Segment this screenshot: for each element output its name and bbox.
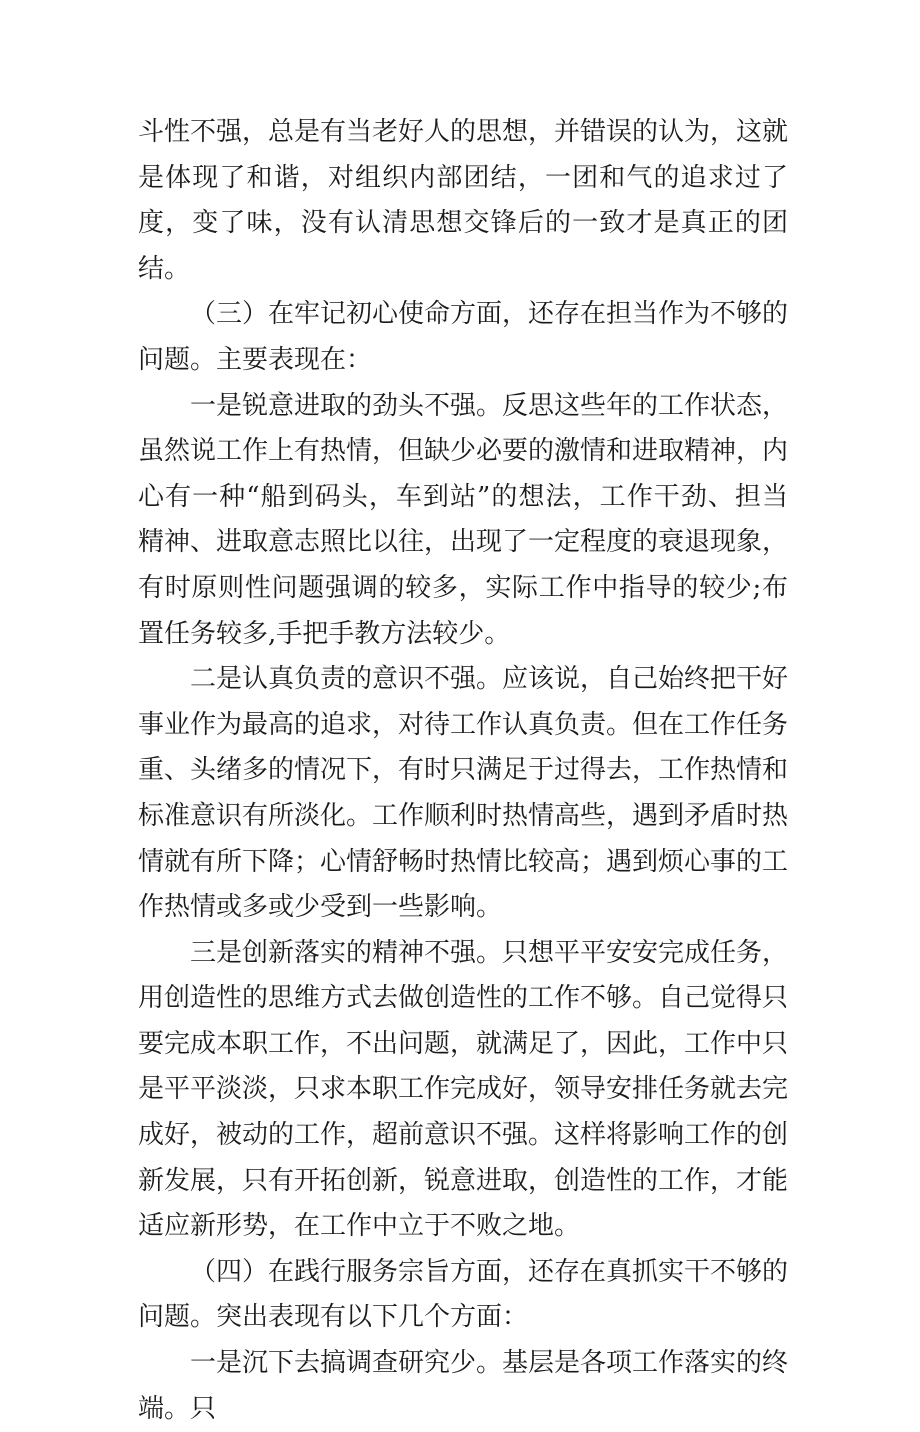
paragraph-section-four-point-one: 一是沉下去搞调查研究少。基层是各项工作落实的终端。只 — [138, 1348, 789, 1424]
paragraph-section-three-heading: （三）在牢记初心使命方面，还存在担当作为不够的问题。主要表现在： — [138, 299, 789, 375]
paragraph-point-two: 二是认真负责的意识不强。应该说，自己始终把干好事业作为最高的追求，对待工作认真负责。但在工作任务重、头绪多的情况下，有时只满足于过得去，工作热情和标准意识有所淡化。工作顺利时热情高些，遇到矛盾时热情就有所下降；心情舒畅时热情比较高；遇到烦心事的工作热情或多或少受到一些影响。 — [138, 664, 789, 923]
paragraph-section-four-heading: （四）在践行服务宗旨方面，还存在真抓实干不够的问题。突出表现有以下几个方面： — [138, 1256, 789, 1333]
paragraph-point-one: 一是锐意进取的劲头不强。反思这些年的工作状态，虽然说工作上有热情，但缺少必要的激情和进取精神，内心有一种“船到码头，车到站”的想法，工作干劲、担当精神、进取意志照比以往，出现了一定程度的衰退现象，有时原则性问题强调的较多，实际工作中指导的较少;布置任务较多,手把手教方法较少。 — [138, 390, 789, 649]
paragraph-point-three: 三是创新落实的精神不强。只想平平安安完成任务，用创造性的思维方式去做创造性的工作不够。自己觉得只要完成本职工作，不出问题，就满足了，因此，工作中只是平平淡淡，只求本职工作完成好，领导安排任务就去完成好，被动的工作，超前意识不强。这样将影响工作的创新发展，只有开拓创新，锐意进取，创造性的工作，才能适应新形势，在工作中立于不败之地。 — [138, 937, 789, 1242]
document-page — [138, 110, 788, 1432]
paragraph-continuation: 斗性不强，总是有当老好人的思想，并错误的认为，这就是体现了和谐，对组织内部团结，一团和气的追求过了度，变了味，没有认清思想交锋后的一致才是真正的团结。 — [138, 117, 789, 284]
